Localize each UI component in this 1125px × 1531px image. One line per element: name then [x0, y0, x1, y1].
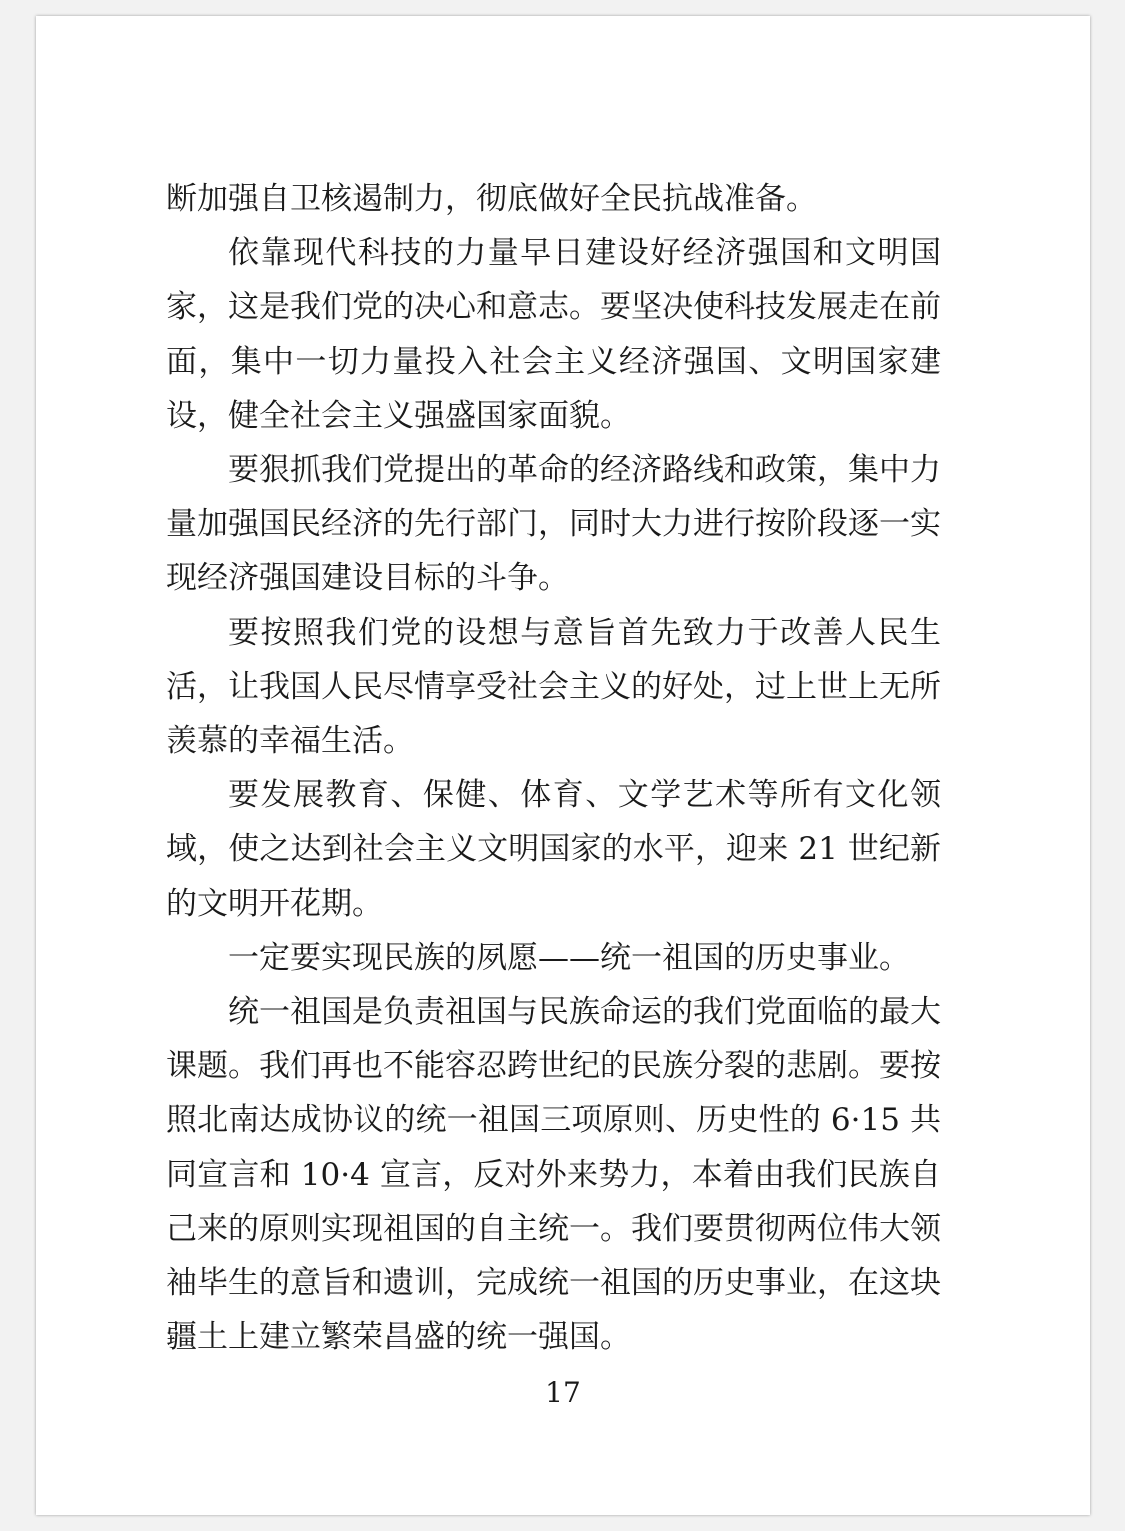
page-number: 17 — [545, 1376, 581, 1409]
paragraph: 依靠现代科技的力量早日建设好经济强国和文明国家，这是我们党的决心和意志。要坚决使科技发展走在前面，集中一切力量投入社会主义经济强国、文明国家建设，健全社会主义强盛国家面貌。 — [166, 235, 941, 434]
paragraph: 要狠抓我们党提出的革命的经济路线和政策，集中力量加强国民经济的先行部门，同时大力进行按阶段逐一实现经济强国建设目标的斗争。 — [166, 452, 941, 597]
paragraph: 断加强自卫核遏制力，彻底做好全民抗战准备。 — [166, 181, 817, 217]
paragraph: 要发展教育、保健、体育、文学艺术等所有文化领域，使之达到社会主义文明国家的水平，迎来 21 世纪新的文明开花期。 — [166, 777, 941, 922]
paragraph: 要按照我们党的设想与意旨首先致力于改善人民生活，让我国人民尽情享受社会主义的好处，过上世上无所羡慕的幸福生活。 — [166, 614, 941, 760]
paragraph: 统一祖国是负责祖国与民族命运的我们党面临的最大课题。我们再也不能容忍跨世纪的民族分裂的悲剧。要按照北南达成协议的统一祖国三项原则、历史性的 6·15 共同宣言和 10·4 宣言，反对外来势力，本着由我们民族自己来的原则实现祖国的自主统一。我们要贯彻两位伟大领袖毕生的意旨和遗训，完成统一祖国的历史事业，在这块疆土上建立繁荣昌盛的统一强国。 — [166, 994, 941, 1356]
paragraph: 一定要实现民族的夙愿——统一祖国的历史事业。 — [228, 939, 910, 976]
body-text — [166, 172, 941, 1364]
document-page — [36, 16, 1090, 1515]
